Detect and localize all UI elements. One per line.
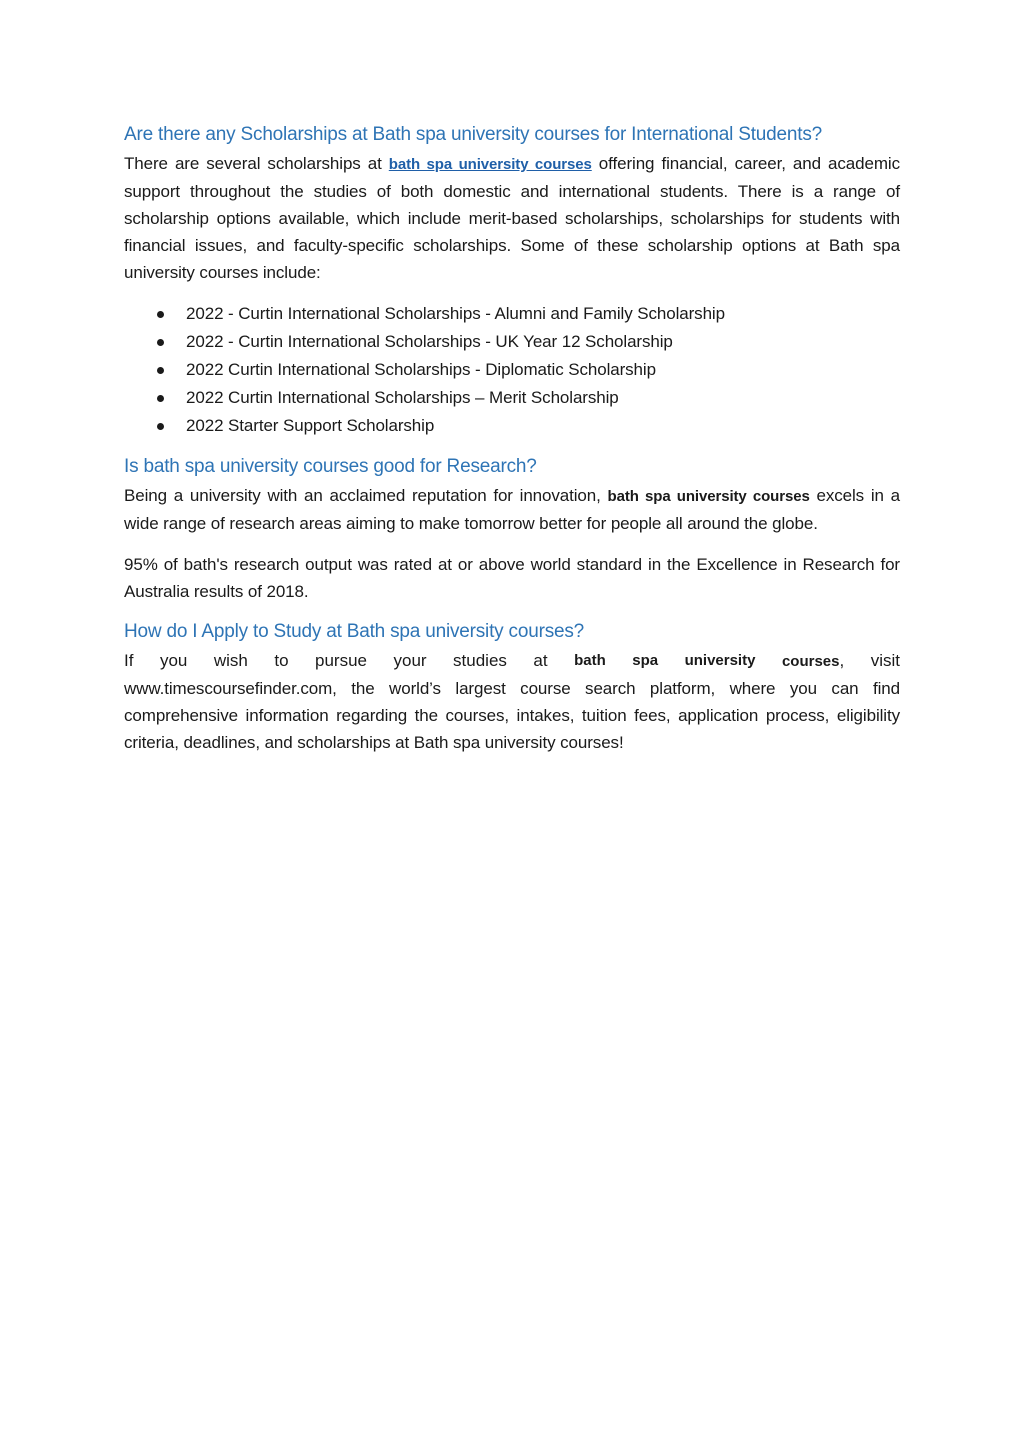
list-item-text: 2022 Curtin International Scholarships - Diplomatic Scholarship [186,360,656,379]
word: studies [453,651,507,670]
word: pursue [315,651,367,670]
word: visit [870,651,900,670]
bullet-icon [157,339,164,346]
intro-text-end: offering financial, career, and academic support throughout the studies of both domestic and international students. There is a range of scholarship options available, which include merit-based scholarships, scholarships for students with financial issues, and faculty-specific scholarships. Some of these scholarship options at Bath spa university courses include: [124,154,900,282]
research-stat-paragraph: 95% of bath's research output was rated at or above world standard in the Excellence in Research for Australia results of 2018. [124,555,900,601]
word: If [124,651,134,670]
apply-heading: How do I Apply to Study at Bath spa university courses? [124,621,585,642]
list-item [186,384,900,412]
bullet-icon [157,311,164,318]
list-item [186,356,900,384]
list-item [186,300,900,328]
list-item-text: 2022 - Curtin International Scholarships - Alumni and Family Scholarship [186,304,725,323]
document-page [124,122,900,770]
list-item-text: 2022 Starter Support Scholarship [186,416,435,435]
bold-word: university [684,652,756,669]
research-text-start: Being a university with an acclaimed reputation for innovation, [124,486,608,505]
word: to [274,651,289,670]
bold-word: bath [574,652,606,669]
word: your [393,651,427,670]
apply-paragraph: www.timescoursefinder.com, the world’s largest course search platform, where you can find comprehensive information regarding the courses, intakes, tuition fees, application process, eligibility criteria, deadlines, and scholarships at Bath spa university courses! [124,679,900,752]
bath-spa-courses-link[interactable]: bath spa university courses [388,156,592,173]
scholarships-heading: Are there any Scholarships at Bath spa university courses for International Students? [124,124,823,145]
bullet-icon [157,423,164,430]
scholarships-intro [124,150,900,286]
word: you [159,651,188,670]
word: wish [213,651,248,670]
bold-word: spa [632,652,659,669]
scholarship-list [124,300,900,440]
apply-first-line [124,647,900,675]
bold-word: courses [781,653,840,670]
list-item [186,328,900,356]
research-heading: Is bath spa university courses good for Research? [124,456,537,477]
research-bold-text: bath spa university courses [607,488,810,505]
list-item-text: 2022 Curtin International Scholarships – Merit Scholarship [186,388,619,407]
bullet-icon [157,367,164,374]
list-item-text: 2022 - Curtin International Scholarships - UK Year 12 Scholarship [186,332,673,351]
word: at [533,651,548,670]
research-text-end: excels in a wide range of research areas aiming to make tomorrow better for people all around the globe. [124,486,900,533]
list-item [186,412,900,440]
research-paragraph [124,482,900,537]
bold-word-with-comma [782,647,844,675]
bullet-icon [157,395,164,402]
intro-text-start: There are several scholarships at [124,154,389,173]
comma: , [839,651,845,670]
